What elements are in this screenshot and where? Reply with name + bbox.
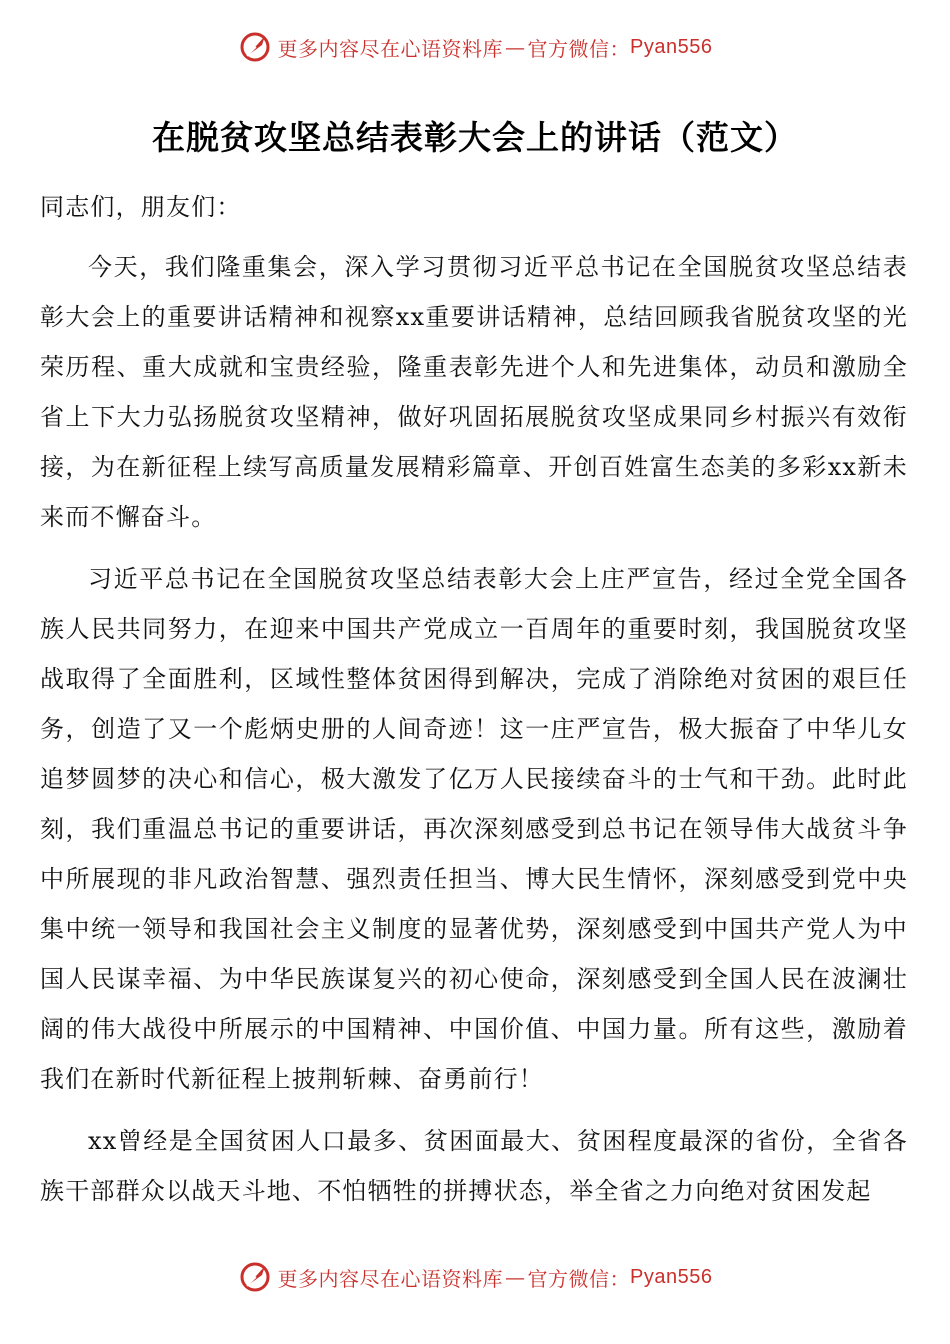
- watermark-wechat-id: Pyan556: [630, 35, 713, 58]
- watermark-label: 官方微信：: [527, 1266, 631, 1291]
- watermark-text: 更多内容尽在心语资料库: [277, 36, 504, 61]
- quill-circle-icon: [238, 30, 272, 64]
- greeting: 同志们，朋友们：: [40, 193, 242, 221]
- paragraph-3: xx曾经是全国贫困人口最多、贫困面最大、贫困程度最深的省份，全省各族干部群众以战天斗地、不怕牺牲的拼搏状态，举全省之力向绝对贫困发起: [40, 1127, 908, 1205]
- quill-circle-icon: [238, 1260, 272, 1294]
- watermark-wechat-id: Pyan556: [630, 1265, 713, 1288]
- paragraph-1: 今天，我们隆重集会，深入学习贯彻习近平总书记在全国脱贫攻坚总结表彰大会上的重要讲话精神和视察xx重要讲话精神，总结回顾我省脱贫攻坚的光荣历程、重大成就和宝贵经验，隆重表彰先进个人和先进集体，动员和激励全省上下大力弘扬脱贫攻坚精神，做好巩固拓展脱贫攻坚成果同乡村振兴有效衔接，为在新征程上续写高质量发展精彩篇章、开创百姓富生态美的多彩xx新未来而不懈奋斗。: [40, 253, 908, 531]
- header-watermark: [0, 30, 950, 64]
- document-title: 在脱贫攻坚总结表彰大会上的讲话（范文）: [152, 118, 798, 157]
- watermark-separator: —: [505, 1265, 526, 1289]
- watermark-label: 官方微信：: [527, 36, 631, 61]
- watermark-text: 更多内容尽在心语资料库: [277, 1266, 504, 1291]
- document-body: [40, 182, 908, 1228]
- paragraph-2: 习近平总书记在全国脱贫攻坚总结表彰大会上庄严宣告，经过全党全国各族人民共同努力，在迎来中国共产党成立一百周年的重要时刻，我国脱贫攻坚战取得了全面胜利，区域性整体贫困得到解决，完成了消除绝对贫困的艰巨任务，创造了又一个彪炳史册的人间奇迹！这一庄严宣告，极大振奋了中华儿女追梦圆梦的决心和信心，极大激发了亿万人民接续奋斗的士气和干劲。此时此刻，我们重温总书记的重要讲话，再次深刻感受到总书记在领导伟大战贫斗争中所展现的非凡政治智慧、强烈责任担当、博大民生情怀，深刻感受到党中央集中统一领导和我国社会主义制度的显著优势，深刻感受到中国共产党人为中国人民谋幸福、为中华民族谋复兴的初心使命，深刻感受到全国人民在波澜壮阔的伟大战役中所展示的中国精神、中国价值、中国力量。所有这些，激励着我们在新时代新征程上披荆斩棘、奋勇前行！: [40, 565, 908, 1093]
- footer-watermark: [0, 1260, 950, 1294]
- watermark-separator: —: [505, 35, 526, 59]
